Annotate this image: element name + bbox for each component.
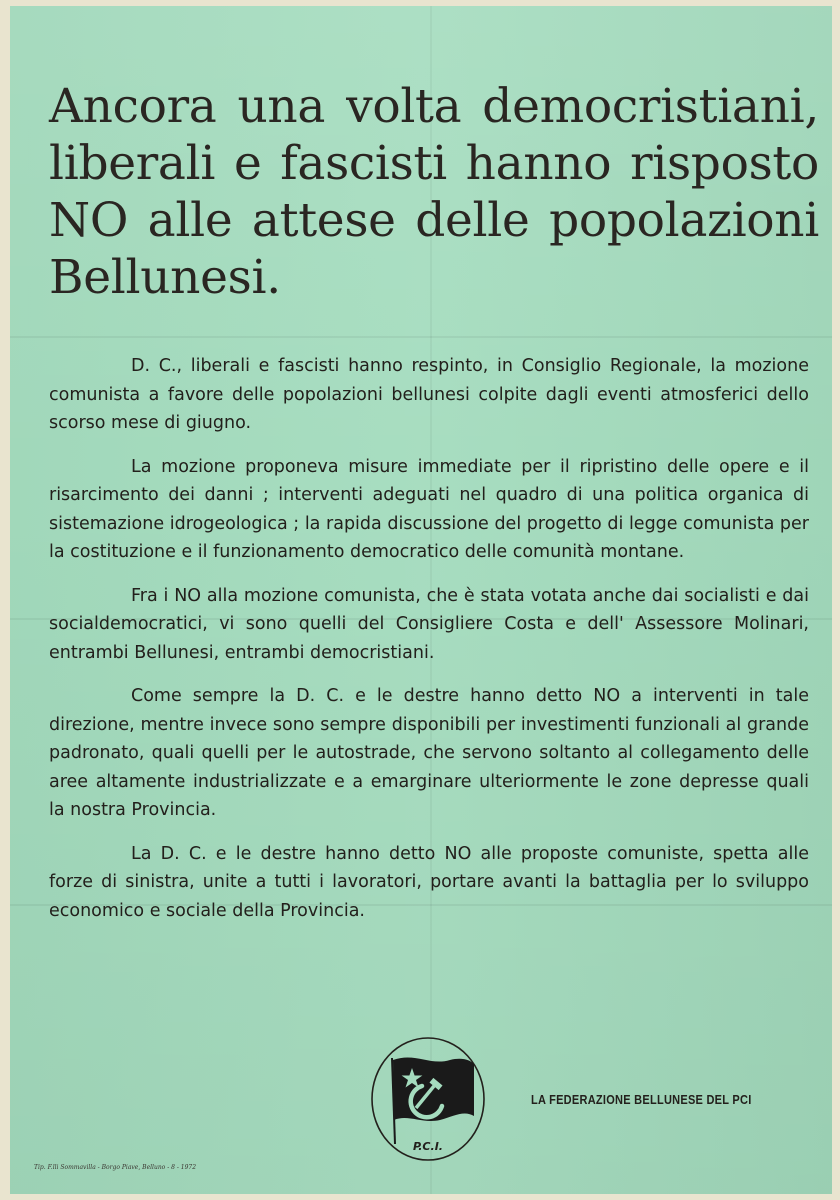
logo-text: P.C.I. [413, 1140, 443, 1153]
printer-credit: Tip. F.lli Sommavilla - Borgo Piave, Belluno - 8 - 1972 [34, 1164, 197, 1171]
body-paragraph: D. C., liberali e fascisti hanno respinto, in Consiglio Regionale, la mozione comunista a favore delle popolazioni bellunesi colpite dagli eventi atmosferici dello scorso mese di giugno. [49, 356, 809, 433]
pci-logo [370, 1036, 486, 1162]
body-paragraph: La D. C. e le destre hanno detto NO alle proposte comuniste, spetta alle forze di sinistra, unite a tutti i lavoratori, portare avanti la battaglia per lo sviluppo economico e sociale della Provincia. [49, 843, 809, 921]
hammer-and-sickle-flag-icon [392, 1057, 474, 1144]
paper-fold-line [10, 336, 832, 338]
poster-headline: Ancora una volta democristiani, liberali e fascisti hanno risposto NO alle attese delle popolazioni Bellunesi. [49, 79, 819, 305]
body-paragraph: Come sempre la D. C. e le destre hanno detto NO a interventi in tale direzione, mentre invece sono sempre disponibili per investimenti funzionali al grande padronato, quali quelli per le autostrade, che servono soltanto al collegamento delle aree altamente industrializzate e a emarginare ulteriormente le zone depresse quali la nostra Provincia. [49, 686, 809, 820]
body-paragraph: Fra i NO alla mozione comunista, che è stata votata anche dai socialisti e dai socialdemocratici, vi sono quelli del Consigliere Costa e dell' Assessore Molinari, entrambi Bellunesi, entrambi democristiani. [49, 585, 809, 663]
body-paragraph: La mozione proponeva misure immediate per il ripristino delle opere e il risarcimento dei danni ; interventi adeguati nel quadro di una politica organica di sistemazione idrogeologica ; la rapida discussione del progetto di legge comunista per la costituzione e il funzionamento democratico delle comunità montane. [49, 456, 809, 562]
poster-body [49, 352, 809, 940]
signature: LA FEDERAZIONE BELLUNESE DEL PCI [531, 1093, 752, 1107]
poster-sheet [10, 6, 832, 1194]
